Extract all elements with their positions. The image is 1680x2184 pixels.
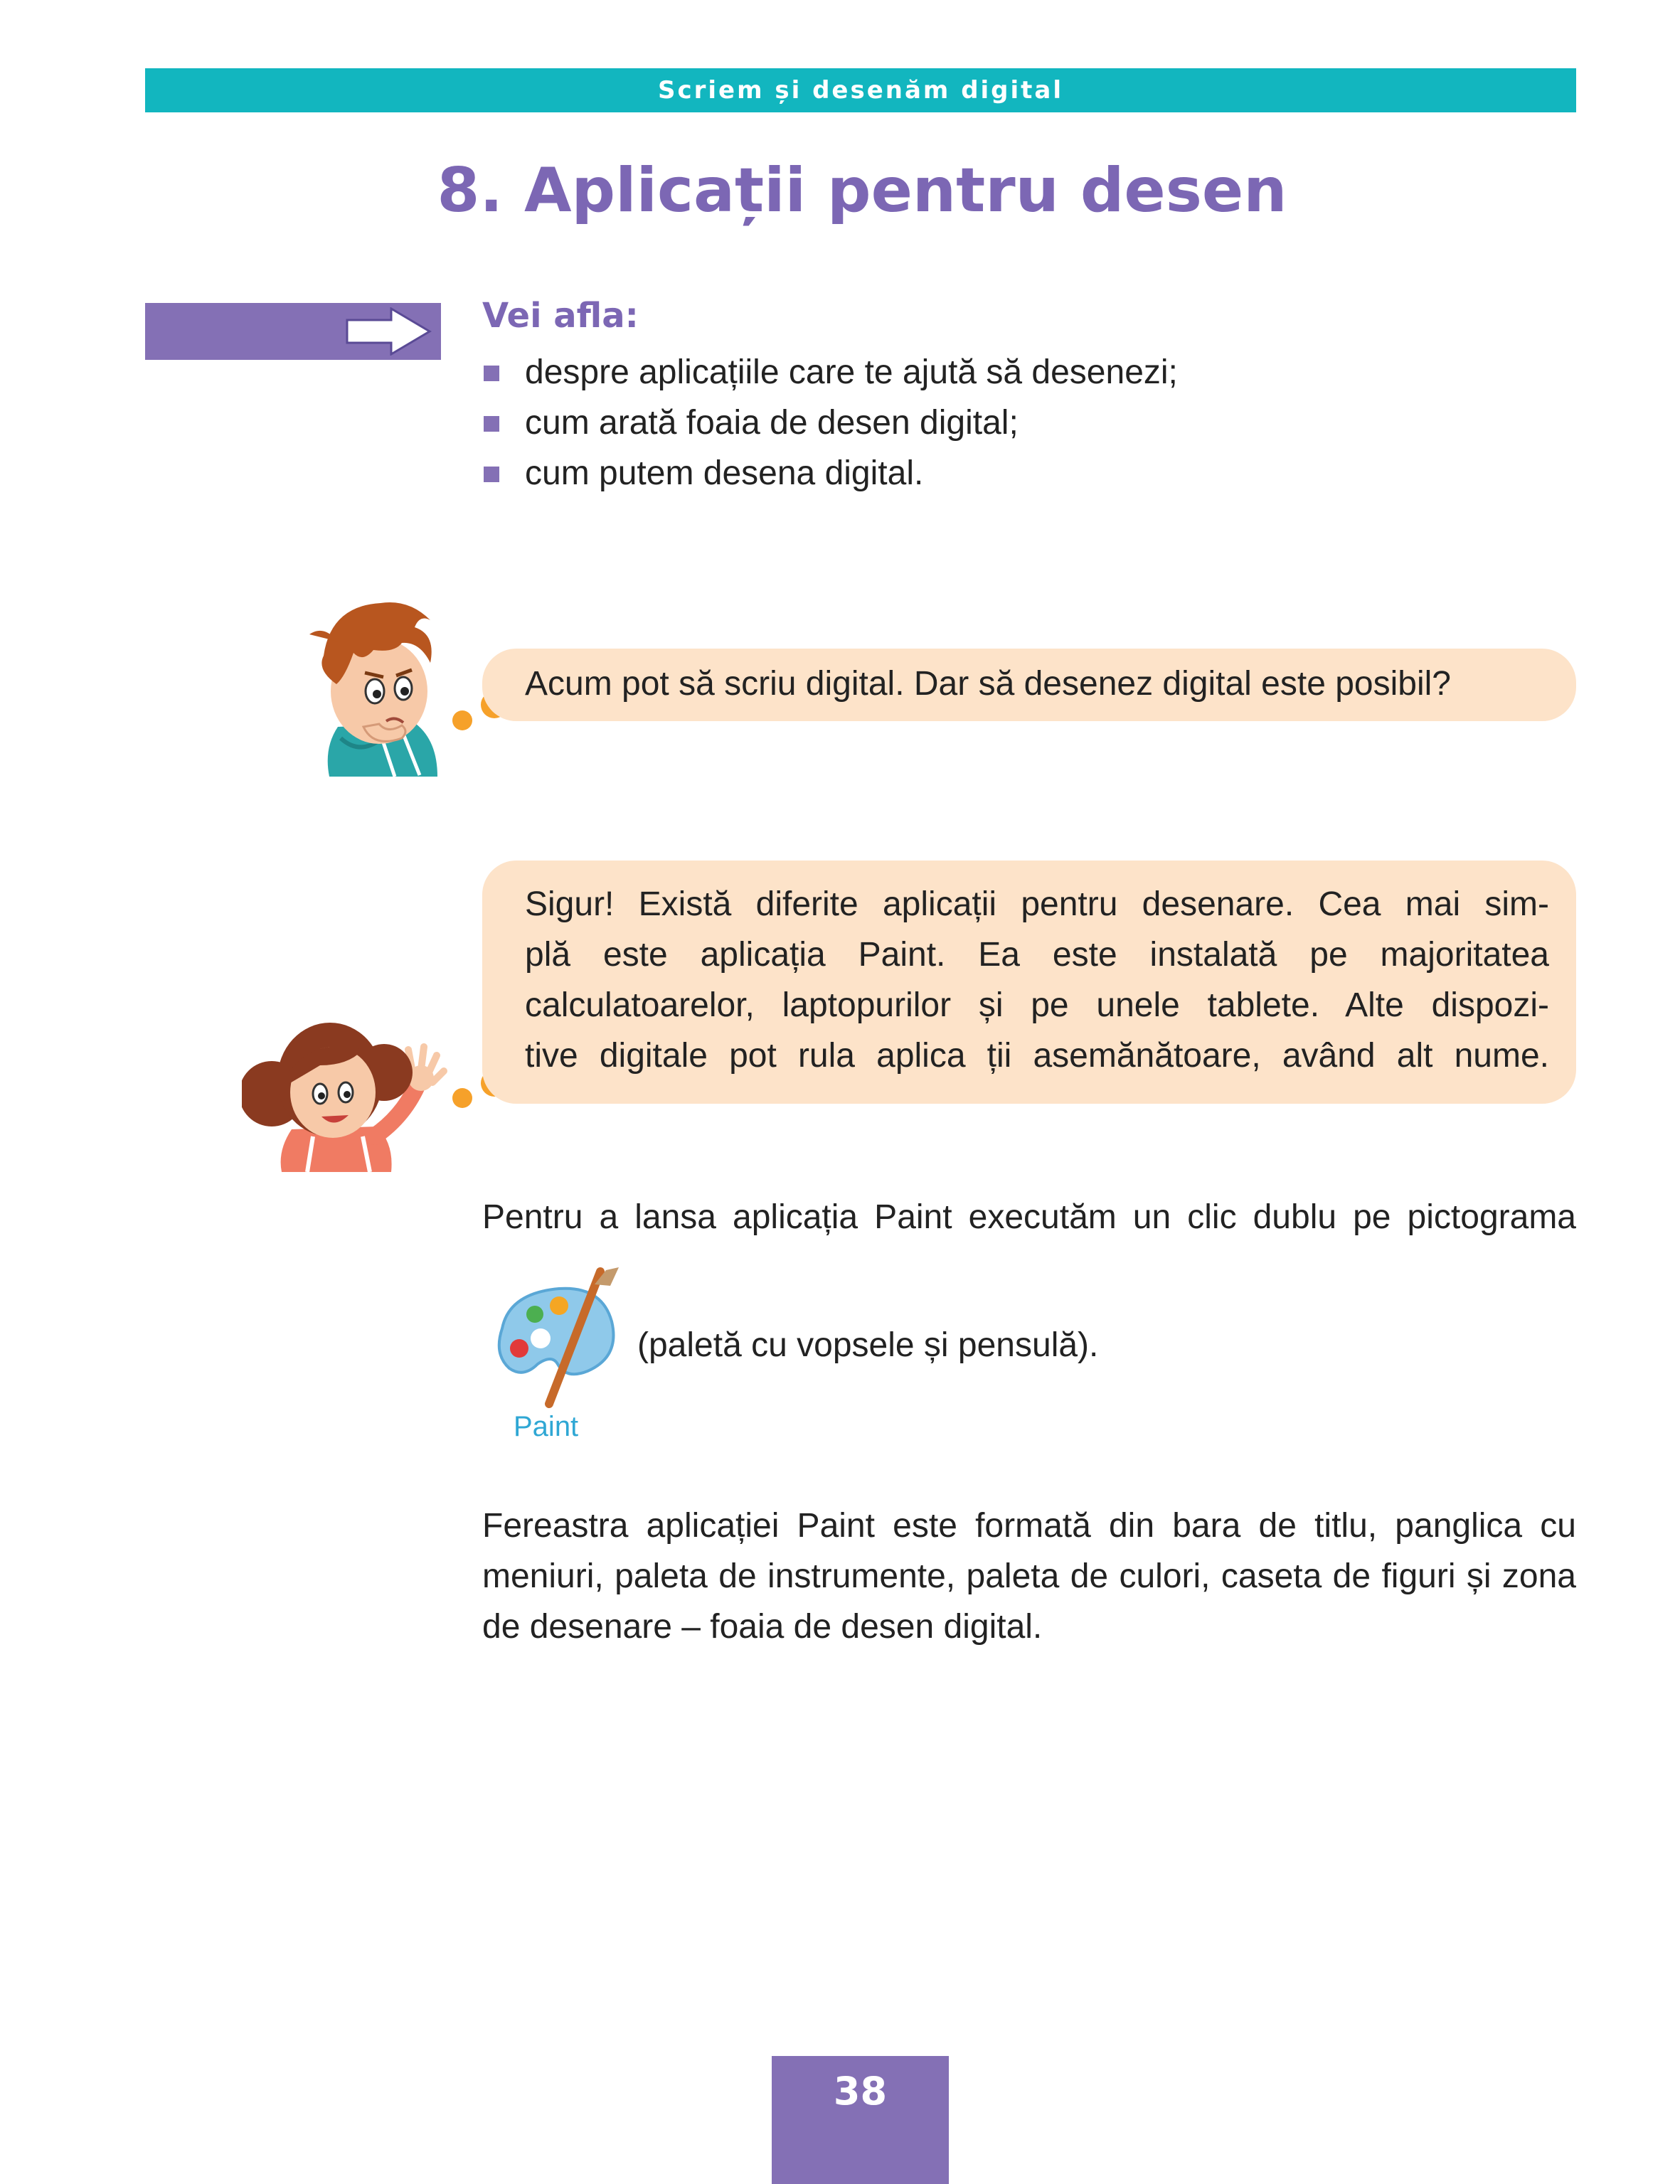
icon-description: (paletă cu vopsele și pensulă). — [637, 1326, 1099, 1364]
boy-question-text: Acum pot să scriu digital. Dar să desenez digital este posibil? — [525, 665, 1451, 703]
girl-character-illustration — [242, 994, 448, 1172]
objectives-arrow-band — [145, 303, 441, 360]
objectives-list — [482, 347, 1178, 499]
page-number: 38 — [833, 2069, 888, 2114]
girl-answer-text — [525, 879, 1549, 1081]
objective-text: cum putem desena digital. — [525, 454, 924, 492]
answer-line: Sigur! Există diferite aplicații pentru desenare. Cea mai sim- — [525, 885, 1549, 923]
boy-speech-bubble — [482, 649, 1576, 721]
bullet-square-icon — [484, 467, 499, 482]
section-header: Scriem și desenăm digital — [145, 68, 1576, 112]
paint-palette-icon — [481, 1264, 637, 1414]
launch-instruction: Pentru a lansa aplicația Paint executăm un clic dublu pe pictograma — [482, 1198, 1576, 1236]
bullet-square-icon — [484, 416, 499, 432]
paint-icon-label: Paint — [514, 1411, 579, 1442]
lesson-title: 8. Aplicații pentru desen — [437, 155, 1287, 226]
objective-text: cum arată foaia de desen digital; — [525, 404, 1019, 442]
objectives-heading: Vei afla: — [482, 296, 639, 336]
window-description: Fereastra aplicației Paint este formată din bara de titlu, panglica cu meniuri, paleta de instrumente, paleta de culori, caseta de figuri și zona de desenare – foaia de desen digital. — [482, 1507, 1576, 1646]
girl-speech-bubble — [482, 861, 1576, 1104]
answer-line: plă este aplicația Paint. Ea este instalată pe majoritatea — [525, 936, 1549, 974]
answer-line: calculatoarelor, laptopurilor și pe unele tablete. Alte dispozi- — [525, 986, 1549, 1024]
boy-character-illustration — [295, 585, 445, 777]
arrow-right-icon — [344, 307, 432, 356]
page-number-box — [772, 2056, 949, 2184]
objective-text: despre aplicațiile care te ajută să desenezi; — [525, 353, 1178, 391]
speech-dot — [452, 1088, 472, 1108]
speech-dot — [452, 710, 472, 730]
list-item — [482, 347, 1178, 398]
answer-line: tive digitale pot rula aplica ții asemănătoare, având alt nume. — [525, 1037, 1549, 1075]
list-item — [482, 448, 1178, 499]
list-item — [482, 398, 1178, 448]
bullet-square-icon — [484, 366, 499, 381]
